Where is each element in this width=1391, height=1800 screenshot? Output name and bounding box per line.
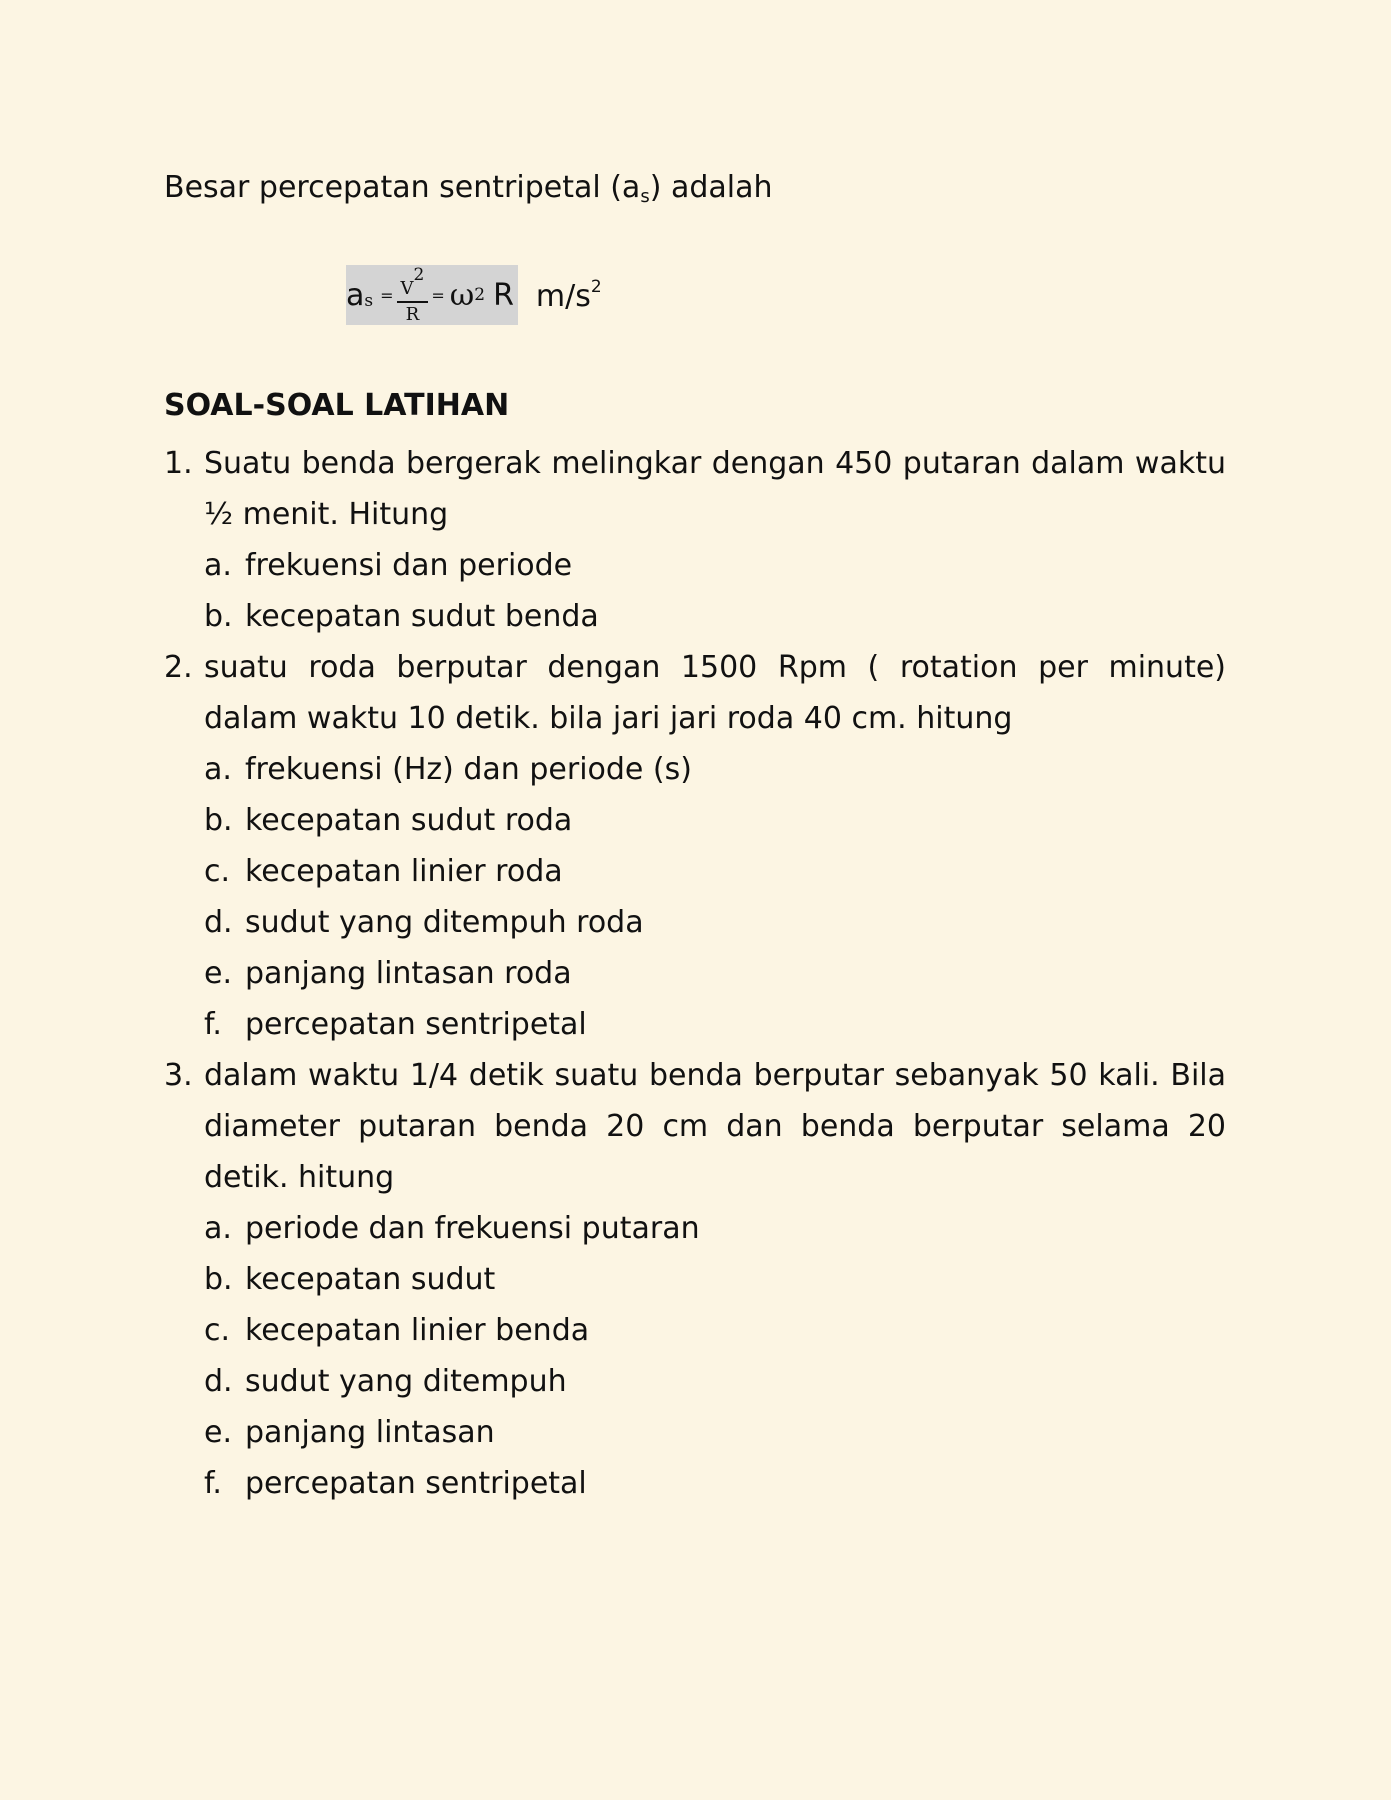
formula-equals-2: = xyxy=(431,285,445,305)
section-heading: SOAL-SOAL LATIHAN xyxy=(164,388,510,423)
question-2 xyxy=(164,642,1226,1050)
list-item xyxy=(204,1305,1226,1356)
item-letter: a. xyxy=(204,548,232,583)
item-text: sudut yang ditempuh roda xyxy=(245,905,644,940)
list-item xyxy=(204,897,1226,948)
numerator-exponent: 2 xyxy=(413,265,425,285)
item-text: sudut yang ditempuh xyxy=(245,1364,567,1399)
item-letter: d. xyxy=(204,1364,233,1399)
numerator-v: V xyxy=(400,278,414,299)
list-item xyxy=(204,1203,1226,1254)
item-text: frekuensi (Hz) dan periode (s) xyxy=(245,752,692,787)
intro-sentence xyxy=(164,168,773,212)
list-item xyxy=(204,1356,1226,1407)
intro-subscript: s xyxy=(640,186,650,207)
item-letter: b. xyxy=(204,599,233,634)
question-3 xyxy=(164,1050,1226,1509)
question-1 xyxy=(164,438,1226,642)
formula-unit xyxy=(536,277,602,314)
unit-exponent: 2 xyxy=(590,276,602,297)
list-item xyxy=(204,1254,1226,1305)
intro-text-before: Besar percepatan sentripetal (a xyxy=(164,170,641,205)
fraction-numerator xyxy=(397,264,429,303)
item-letter: e. xyxy=(204,956,232,991)
item-letter: b. xyxy=(204,1262,233,1297)
formula-equals-1: = xyxy=(380,285,394,305)
formula-equation-box xyxy=(346,265,518,325)
list-item xyxy=(204,846,1226,897)
item-letter: c. xyxy=(204,1313,231,1348)
item-text: percepatan sentripetal xyxy=(245,1007,587,1042)
formula-radius: R xyxy=(493,277,514,313)
formula-fraction xyxy=(397,264,429,326)
item-text: percepatan sentripetal xyxy=(245,1466,587,1501)
item-text: kecepatan sudut roda xyxy=(245,803,573,838)
list-item xyxy=(204,591,1226,642)
list-item xyxy=(204,540,1226,591)
item-text: kecepatan sudut benda xyxy=(245,599,599,634)
centripetal-formula xyxy=(346,265,602,325)
list-item xyxy=(204,1407,1226,1458)
formula-a-subscript: s xyxy=(364,291,374,311)
item-letter: c. xyxy=(204,854,231,889)
unit-text: m/s xyxy=(535,278,591,314)
formula-a: a xyxy=(346,277,365,313)
item-text: kecepatan sudut xyxy=(245,1262,496,1297)
list-item xyxy=(204,744,1226,795)
list-item xyxy=(204,999,1226,1050)
item-text: kecepatan linier benda xyxy=(245,1313,590,1348)
omega-exponent: 2 xyxy=(474,285,486,305)
fraction-denominator: R xyxy=(405,304,420,325)
list-item xyxy=(204,795,1226,846)
item-letter: f. xyxy=(204,1007,222,1042)
item-letter: a. xyxy=(204,1211,232,1246)
item-letter: d. xyxy=(204,905,233,940)
item-letter: e. xyxy=(204,1415,232,1450)
list-item xyxy=(204,1458,1226,1509)
item-letter: b. xyxy=(204,803,233,838)
item-text: panjang lintasan xyxy=(245,1415,495,1450)
item-text: periode dan frekuensi putaran xyxy=(245,1211,700,1246)
question-text: Suatu benda bergerak melingkar dengan 450 putaran dalam waktu ½ menit. Hitung xyxy=(204,446,1226,532)
question-number: 3. xyxy=(164,1058,193,1093)
intro-text-after: ) adalah xyxy=(649,170,773,205)
item-letter: a. xyxy=(204,752,232,787)
item-text: panjang lintasan roda xyxy=(245,956,572,991)
item-text: frekuensi dan periode xyxy=(245,548,573,583)
question-text: suatu roda berputar dengan 1500 Rpm ( rotation per minute) dalam waktu 10 detik. bila jari jari roda 40 cm. hitung xyxy=(204,650,1226,736)
list-item xyxy=(204,948,1226,999)
question-number: 1. xyxy=(164,446,193,481)
question-list xyxy=(164,438,1226,1509)
question-text: dalam waktu 1/4 detik suatu benda berputar sebanyak 50 kali. Bila diameter putaran benda 20 cm dan benda berputar selama 20 detik. hitung xyxy=(204,1058,1226,1195)
question-number: 2. xyxy=(164,650,193,685)
item-text: kecepatan linier roda xyxy=(245,854,563,889)
item-letter: f. xyxy=(204,1466,222,1501)
formula-omega: ω xyxy=(449,277,475,313)
